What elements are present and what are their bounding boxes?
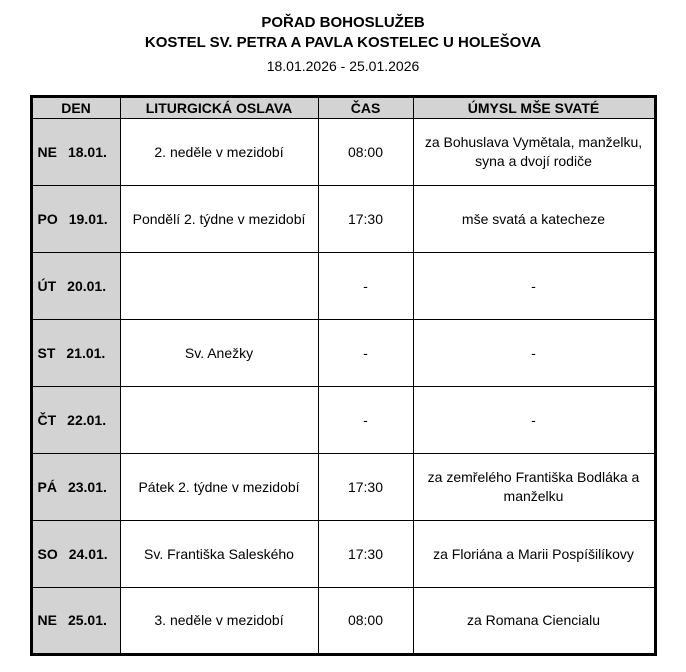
intention-cell: za Romana Ciencialu (413, 588, 655, 655)
time-cell: 17:30 (318, 521, 413, 588)
title-block (0, 13, 686, 75)
table-row (31, 521, 655, 588)
col-header-den: DEN (31, 97, 120, 119)
day-abbr: ČT (37, 411, 57, 428)
table-row (31, 588, 655, 655)
day-date: 19.01. (68, 210, 108, 227)
time-cell: 17:30 (318, 454, 413, 521)
day-date: 25.01. (67, 612, 107, 629)
day-cell (31, 119, 120, 186)
time-cell: 08:00 (318, 119, 413, 186)
celebration-cell: Sv. Anežky (120, 320, 318, 387)
celebration-cell: Pondělí 2. týdne v mezidobí (120, 186, 318, 253)
day-date: 23.01. (67, 478, 107, 495)
page-title: POŘAD BOHOSLUŽEB (261, 14, 425, 31)
day-date: 21.01. (66, 344, 106, 361)
day-abbr: PÁ (37, 478, 57, 495)
table-row (31, 253, 655, 320)
intention-cell: - (413, 320, 655, 387)
time-cell: - (318, 253, 413, 320)
time-cell: 08:00 (318, 588, 413, 655)
table-row (31, 454, 655, 521)
intention-cell: za zemřelého Františka Bodláka a manželku (413, 454, 655, 521)
table-row (31, 320, 655, 387)
header-row (31, 97, 655, 119)
intention-cell: za Bohuslava Vymětala, manželku, syna a dvojí rodiče (413, 119, 655, 186)
intention-cell: - (413, 253, 655, 320)
celebration-cell: Sv. Františka Saleského (120, 521, 318, 588)
day-cell (31, 253, 120, 320)
intention-cell: za Floriána a Marii Pospíšilíkovy (413, 521, 655, 588)
celebration-cell: 3. neděle v mezidobí (120, 588, 318, 655)
day-cell (31, 387, 120, 454)
celebration-cell (120, 253, 318, 320)
day-cell (31, 588, 120, 655)
day-cell (31, 320, 120, 387)
day-cell (31, 454, 120, 521)
day-cell (31, 186, 120, 253)
church-name: KOSTEL SV. PETRA A PAVLA KOSTELEC U HOLEŠOVA (144, 34, 542, 51)
col-header-oslava: LITURGICKÁ OSLAVA (120, 97, 318, 119)
time-cell: - (318, 320, 413, 387)
intention-cell: - (413, 387, 655, 454)
date-range: 18.01.2026 - 25.01.2026 (266, 58, 420, 74)
day-abbr: NE (37, 612, 57, 629)
day-date: 18.01. (67, 143, 107, 160)
day-abbr: ÚT (37, 277, 57, 294)
table-row (31, 119, 655, 186)
day-abbr: NE (37, 143, 57, 160)
col-header-umysl: ÚMYSL MŠE SVATÉ (413, 97, 655, 119)
table-row (31, 186, 655, 253)
day-date: 22.01. (67, 411, 107, 428)
celebration-cell (120, 387, 318, 454)
time-cell: 17:30 (318, 186, 413, 253)
day-cell (31, 521, 120, 588)
day-date: 24.01. (68, 545, 108, 562)
time-cell: - (318, 387, 413, 454)
day-date: 20.01. (67, 277, 107, 294)
celebration-cell: Pátek 2. týdne v mezidobí (120, 454, 318, 521)
intention-cell: mše svatá a katecheze (413, 186, 655, 253)
day-abbr: SO (37, 545, 58, 562)
table-row (31, 387, 655, 454)
celebration-cell: 2. neděle v mezidobí (120, 119, 318, 186)
col-header-cas: ČAS (318, 97, 413, 119)
schedule-table (30, 95, 657, 656)
day-abbr: PO (37, 210, 58, 227)
day-abbr: ST (37, 344, 56, 361)
